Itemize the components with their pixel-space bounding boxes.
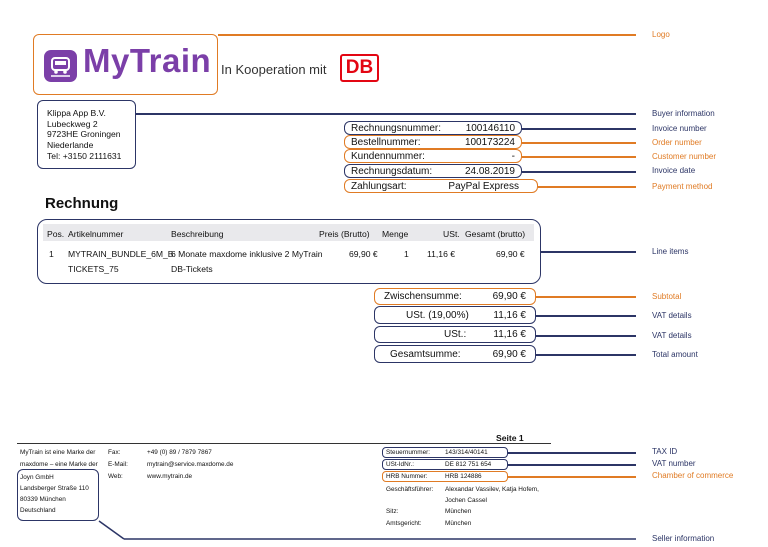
buyer-line: Tel: +3150 2111631	[47, 150, 122, 161]
order-number-annotation: Order number	[652, 138, 702, 147]
mytrain-logo-text: MyTrain	[83, 42, 212, 79]
hrb-value: HRB 124886	[445, 473, 482, 480]
col-header-vat: USt.	[443, 229, 460, 239]
invoice-date-value: 24.08.2019	[464, 165, 515, 177]
buyer-line: Klippa App B.V.	[47, 108, 106, 118]
brand-line-2: maxdome – eine Marke der	[20, 461, 98, 468]
vat-rate-value: 11,16 €	[493, 309, 526, 321]
brand-line-1: MyTrain ist eine Marke der	[20, 449, 96, 456]
subtotal-value: 69,90 €	[492, 291, 526, 302]
tax-id-label: Steuernummer:	[386, 449, 431, 456]
payment-method-annotation: Payment method	[652, 182, 713, 191]
invoice-number-value: 100146110	[465, 122, 515, 134]
customer-number-value: -	[511, 150, 515, 162]
fax-label: Fax:	[108, 449, 121, 456]
sitz-value: München	[445, 508, 472, 515]
gf-value-2: Jochen Cassel	[445, 497, 487, 504]
invoice-date-label: Rechnungsdatum:	[351, 165, 433, 177]
col-header-description: Beschreibung	[171, 229, 224, 239]
vat-rate-label: USt. (19,00%)	[406, 309, 469, 321]
subtotal-label: Zwischensumme:	[384, 291, 462, 302]
buyer-line: Niederlande	[47, 140, 94, 151]
order-number-value: 100173224	[464, 136, 515, 148]
invoice-number-annotation: Invoice number	[652, 124, 707, 133]
tax-id-value: 143/314/40141	[445, 449, 488, 456]
cooperation-text: In Kooperation mit	[221, 62, 327, 77]
buyer-annotation: Buyer information	[652, 109, 715, 118]
db-logo-text: DB	[345, 57, 374, 78]
buyer-line: 9723HE Groningen	[47, 129, 121, 140]
logo-annotation: Logo	[652, 30, 670, 39]
vat-value: 11,16 €	[493, 329, 526, 340]
row-price: 69,90 €	[349, 249, 378, 259]
row-article-1: MYTRAIN_BUNDLE_6M_B	[68, 249, 174, 259]
subtotal-annotation: Subtotal	[652, 292, 682, 301]
buyer-line: Lubeckweg 2	[47, 118, 98, 129]
row-desc-1: 6 Monate maxdome inklusive 2 MyTrain	[171, 249, 323, 259]
web-label: Web:	[108, 473, 123, 480]
invoice-date-annotation: Invoice date	[652, 166, 696, 175]
row-pos: 1	[49, 249, 54, 259]
email-label: E-Mail:	[108, 461, 128, 468]
gf-value-1: Alexandar Vassilev, Katja Hofem,	[445, 486, 539, 493]
fax-value: +49 (0) 89 / 7879 7867	[147, 449, 212, 456]
total-annotation: Total amount	[652, 350, 698, 359]
order-number-label: Bestellnummer:	[351, 136, 421, 148]
vat-number-value: DE 812 751 654	[445, 461, 492, 468]
invoice-number-label: Rechnungsnummer:	[351, 122, 442, 134]
col-header-pos: Pos.	[47, 229, 65, 239]
document-title: Rechnung	[45, 195, 119, 212]
seller-line: Deutschland	[20, 507, 56, 514]
seller-line: Landsberger Straße 110	[20, 485, 89, 492]
sitz-label: Sitz:	[386, 508, 399, 515]
col-header-total: Gesamt (brutto)	[465, 229, 526, 239]
gf-label: Geschäftsführer:	[386, 486, 434, 493]
seller-line: Joyn GmbH	[20, 474, 54, 481]
total-label: Gesamtsumme:	[390, 348, 461, 360]
col-header-article: Artikelnummer	[68, 229, 124, 239]
payment-method-label: Zahlungsart:	[351, 180, 407, 192]
row-desc-2: DB-Tickets	[171, 264, 213, 274]
customer-number-annotation: Customer number	[652, 152, 717, 161]
total-value: 69,90 €	[492, 348, 526, 360]
chamber-annotation: Chamber of commerce	[652, 471, 734, 480]
row-total: 69,90 €	[496, 249, 525, 259]
seller-line: 80339 München	[20, 496, 66, 503]
col-header-price: Preis (Brutto)	[319, 229, 370, 239]
vat-number-annotation: VAT number	[652, 459, 696, 468]
line-items-annotation: Line items	[652, 247, 689, 256]
col-header-qty: Menge	[382, 229, 409, 239]
web-value[interactable]: www.mytrain.de	[147, 473, 193, 480]
email-value[interactable]: mytrain@service.maxdome.de	[147, 461, 234, 468]
hrb-label: HRB Nummer:	[386, 473, 428, 480]
page-number: Seite 1	[496, 433, 524, 443]
row-qty: 1	[404, 249, 409, 259]
payment-method-value: PayPal Express	[448, 180, 519, 192]
court-value: München	[445, 520, 472, 527]
row-vat: 11,16 €	[427, 249, 456, 259]
tax-id-annotation: TAX ID	[652, 447, 678, 456]
vat-details-annotation-2: VAT details	[652, 331, 692, 340]
court-label: Amtsgericht:	[386, 520, 422, 527]
customer-number-label: Kundennummer:	[351, 150, 425, 162]
vat-label: USt.:	[444, 329, 467, 340]
vat-details-annotation-1: VAT details	[652, 311, 692, 320]
row-article-2: TICKETS_75	[68, 264, 119, 274]
vat-number-label: USt-IdNr.:	[386, 461, 415, 468]
seller-annotation: Seller information	[652, 534, 715, 543]
